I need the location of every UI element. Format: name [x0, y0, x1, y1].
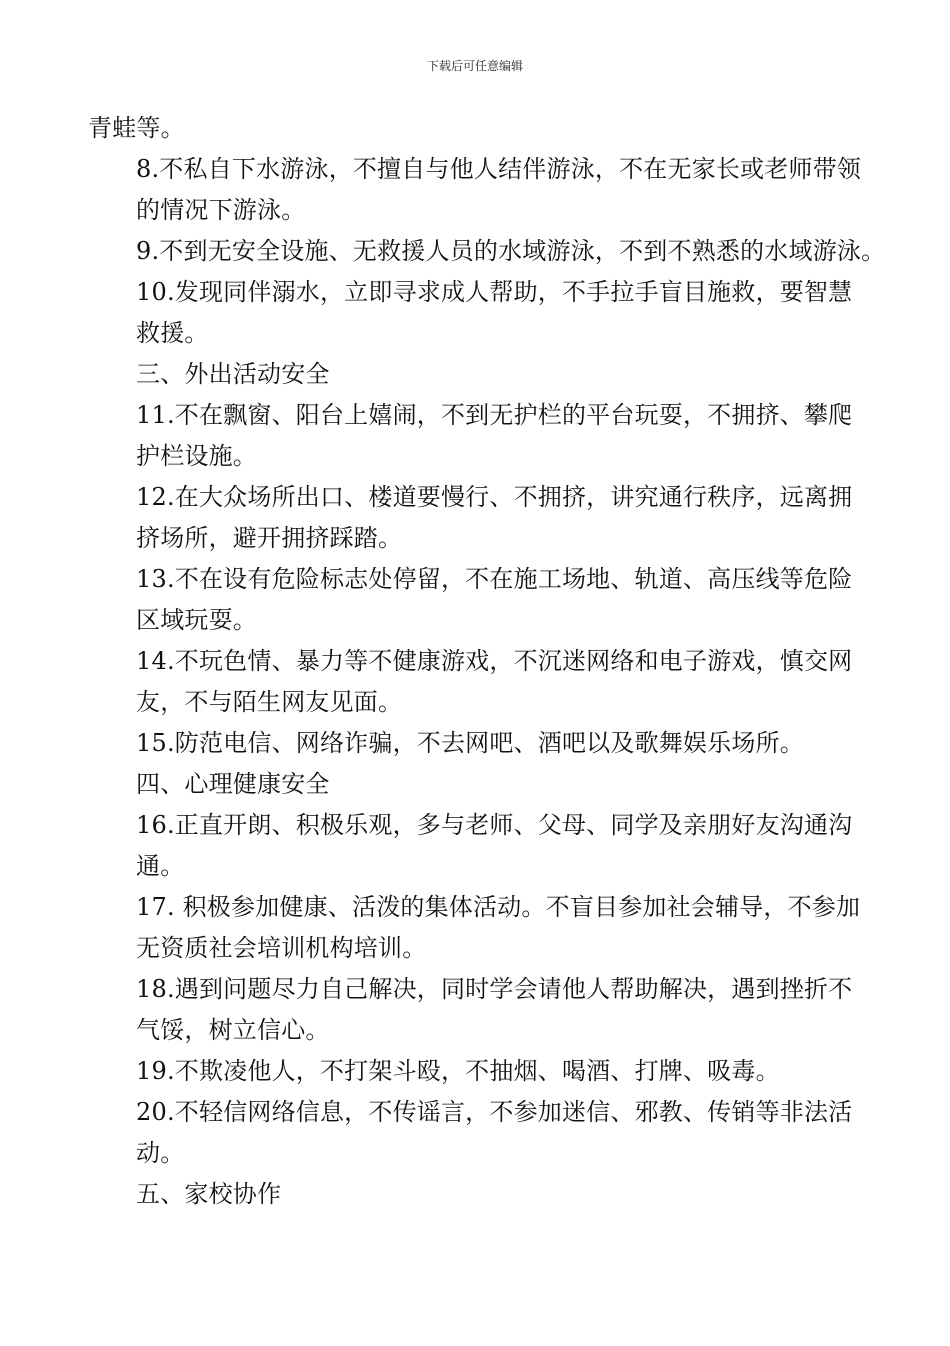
text-line: 15.防范电信、网络诈骗，不去网吧、酒吧以及歌舞娱乐场所。 [136, 729, 804, 757]
text-line: 五、家校协作 [136, 1180, 282, 1208]
text-line: 17. 积极参加健康、活泼的集体活动。不盲目参加社会辅导，不参加 [136, 893, 861, 921]
text-line: 通。 [136, 852, 185, 880]
text-line: 动。 [136, 1139, 185, 1167]
text-line: 18.遇到问题尽力自己解决，同时学会请他人帮助解决，遇到挫折不 [136, 975, 853, 1003]
paragraph [88, 887, 866, 969]
paragraph [88, 805, 866, 887]
text-line: 青蛙等。 [88, 114, 185, 142]
paragraph [88, 149, 866, 231]
paragraph [88, 723, 866, 764]
paragraph [88, 764, 866, 805]
text-line: 10.发现同伴溺水，立即寻求成人帮助，不手拉手盲目施救，要智慧 [136, 278, 853, 306]
paragraph [88, 395, 866, 477]
text-line: 区域玩耍。 [136, 606, 257, 634]
paragraph [88, 231, 886, 272]
paragraph [88, 108, 866, 149]
text-line: 的情况下游泳。 [136, 196, 306, 224]
paragraph [88, 354, 866, 395]
page-header: 下载后可任意编辑 [426, 59, 523, 73]
text-line: 14.不玩色情、暴力等不健康游戏，不沉迷网络和电子游戏，慎交网 [136, 647, 853, 675]
text-line: 8.不私自下水游泳，不擅自与他人结伴游泳，不在无家长或老师带领 [136, 155, 862, 183]
text-line: 无资质社会培训机构培训。 [136, 934, 427, 962]
text-line: 16.正直开朗、积极乐观，多与老师、父母、同学及亲朋好友沟通沟 [136, 811, 853, 839]
text-line: 三、外出活动安全 [136, 360, 330, 388]
paragraph [88, 272, 866, 354]
paragraph [88, 559, 866, 641]
paragraph [88, 1174, 866, 1215]
text-line: 19.不欺凌他人，不打架斗殴，不抽烟、喝酒、打牌、吸毒。 [136, 1057, 780, 1085]
text-line: 12.在大众场所出口、楼道要慢行、不拥挤，讲究通行秩序，远离拥 [136, 483, 853, 511]
document-body [88, 108, 886, 1215]
text-line: 20.不轻信网络信息，不传谣言，不参加迷信、邪教、传销等非法活 [136, 1098, 853, 1126]
paragraph [88, 641, 866, 723]
text-line: 护栏设施。 [136, 442, 257, 470]
text-line: 9.不到无安全设施、无救援人员的水域游泳，不到不熟悉的水域游泳。 [136, 237, 886, 265]
paragraph [88, 477, 866, 559]
text-line: 挤场所，避开拥挤踩踏。 [136, 524, 403, 552]
paragraph [88, 969, 866, 1051]
paragraph [88, 1051, 866, 1092]
text-line: 13.不在设有危险标志处停留，不在施工场地、轨道、高压线等危险 [136, 565, 853, 593]
text-line: 救援。 [136, 319, 209, 347]
text-line: 友，不与陌生网友见面。 [136, 688, 403, 716]
text-line: 气馁，树立信心。 [136, 1016, 330, 1044]
paragraph [88, 1092, 866, 1174]
text-line: 11.不在飘窗、阳台上嬉闹，不到无护栏的平台玩耍，不拥挤、攀爬 [136, 401, 853, 429]
text-line: 四、心理健康安全 [136, 770, 330, 798]
